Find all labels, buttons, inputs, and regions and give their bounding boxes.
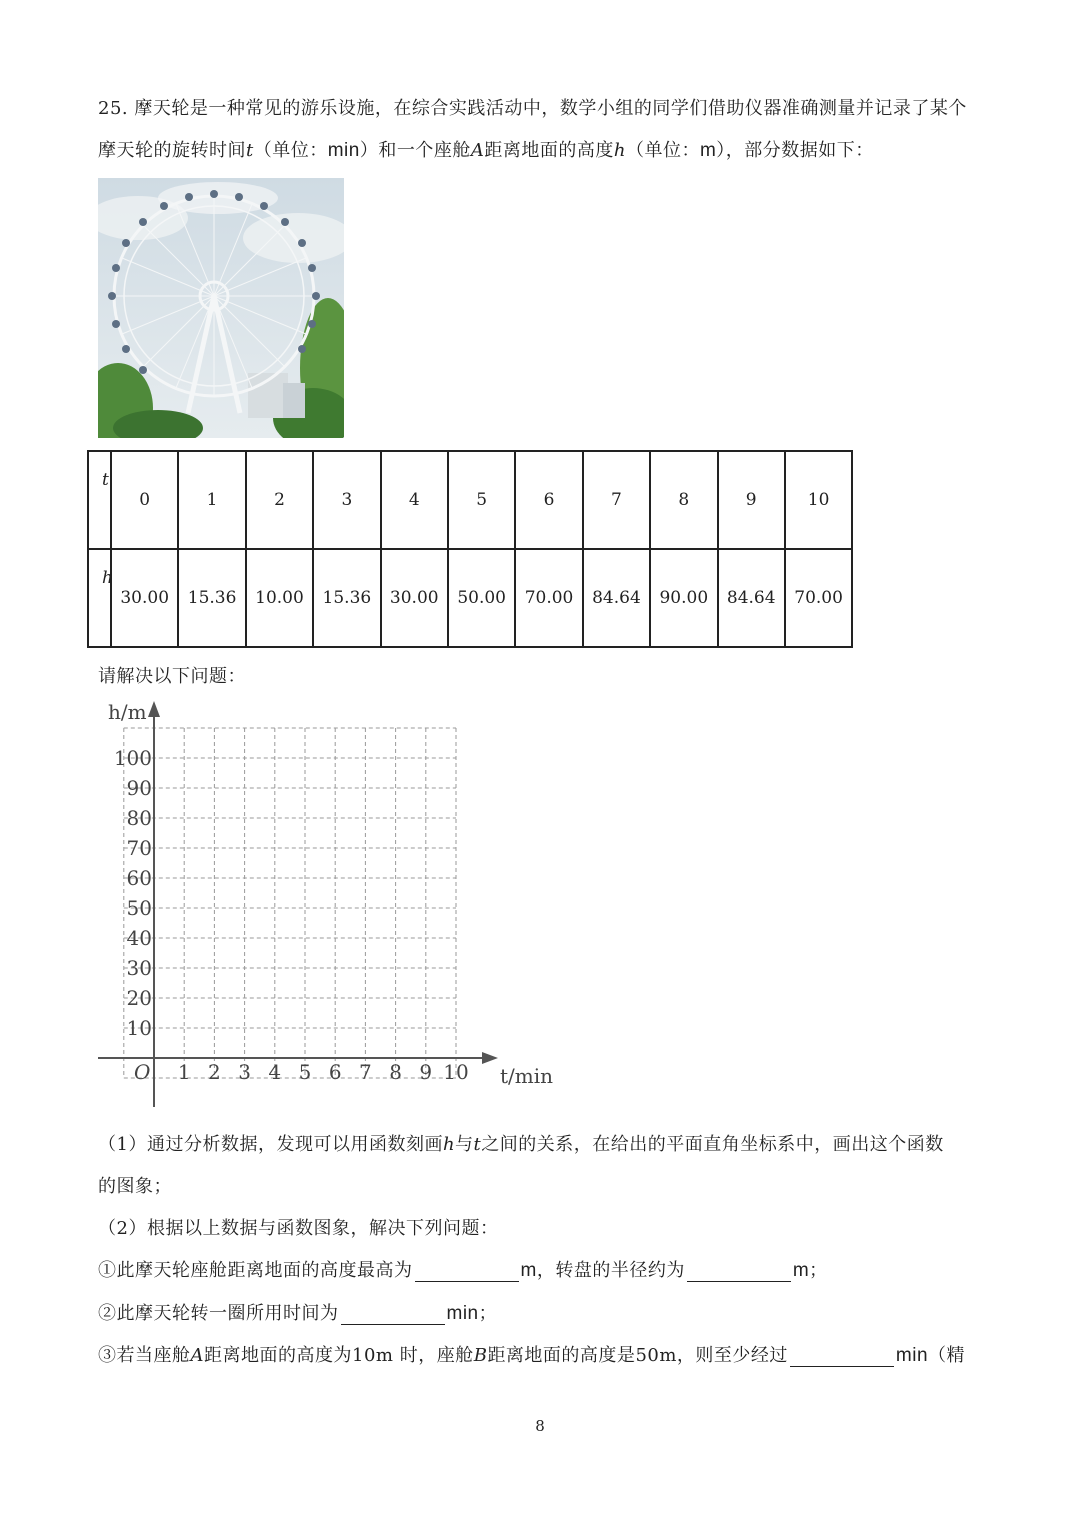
table-cell: 0 — [111, 451, 178, 549]
x-tick-label: 4 — [268, 1060, 282, 1084]
y-axis-label: h/m — [108, 700, 147, 724]
unit: m — [520, 1260, 537, 1281]
question-line-2 — [98, 136, 874, 162]
q1-line — [98, 1256, 828, 1282]
x-tick-label: 7 — [359, 1060, 372, 1084]
table-cell: 70.00 — [515, 549, 582, 647]
table-cell: 15.36 — [313, 549, 380, 647]
value: 50m — [635, 1345, 677, 1366]
unit-min: min — [327, 140, 360, 161]
h-label: h — [102, 568, 113, 588]
text: 摩天轮的旋转时间 — [98, 140, 246, 161]
table-cell: 90.00 — [650, 549, 717, 647]
table-row-t — [88, 451, 852, 549]
var-t: t — [473, 1134, 482, 1155]
y-tick-label: 20 — [126, 986, 152, 1010]
q2-line — [98, 1299, 497, 1325]
text: （单位： — [625, 140, 700, 161]
table-cell: 9 — [718, 451, 785, 549]
data-table — [87, 450, 853, 648]
table-cell: 1 — [178, 451, 245, 549]
x-tick-label: 3 — [238, 1060, 251, 1084]
x-axis-label: t/min — [500, 1064, 554, 1088]
table-cell: 30.00 — [381, 549, 448, 647]
table-cell: 84.64 — [718, 549, 785, 647]
y-tick-label: 60 — [126, 866, 152, 890]
sub1-line1 — [98, 1130, 944, 1156]
table-cell: 8 — [650, 451, 717, 549]
y-tick-label: 100 — [113, 746, 152, 770]
text: 之间的关系，在给出的平面直角坐标系中，画出这个函数 — [481, 1134, 944, 1155]
x-axis-arrow — [482, 1052, 498, 1064]
table-cell: 70.00 — [785, 549, 852, 647]
text: 距离地面的高度是 — [487, 1345, 636, 1366]
x-tick-label: 2 — [208, 1060, 221, 1084]
text: ，转盘的半径约为 — [536, 1260, 685, 1281]
text: ③若当座舱 — [98, 1345, 191, 1366]
y-axis-arrow — [148, 701, 160, 717]
table-cell: 7 — [583, 451, 650, 549]
table-cell: 30.00 — [111, 549, 178, 647]
unit-m: m — [699, 140, 717, 161]
answer-blank-max-height[interactable] — [415, 1263, 519, 1282]
text: 距离地面的高度 — [484, 140, 614, 161]
table-cell: 10 — [785, 451, 852, 549]
text: ）和一个座舱 — [359, 140, 471, 161]
x-tick-label: 9 — [419, 1060, 433, 1084]
sub2-line: （2）根据以上数据与函数图象，解决下列问题： — [98, 1218, 499, 1239]
var-B: B — [473, 1345, 488, 1366]
x-tick-label: 6 — [328, 1060, 342, 1084]
grid-lines — [124, 728, 456, 1078]
ferris-wheel-photo — [98, 178, 344, 438]
var-t: t — [246, 140, 254, 161]
y-tick-label: 40 — [126, 926, 152, 950]
table-cell: 4 — [381, 451, 448, 549]
var-A: A — [190, 1345, 204, 1366]
y-tick-label: 50 — [126, 896, 152, 920]
row-header — [88, 451, 111, 549]
axes — [98, 701, 498, 1107]
text: ； — [809, 1260, 828, 1281]
answer-blank-radius[interactable] — [687, 1263, 791, 1282]
y-tick-label: 70 — [126, 836, 152, 860]
y-tick-label: 90 — [126, 776, 152, 800]
page-number: 8 — [535, 1417, 545, 1435]
text: ，则至少经过 — [676, 1345, 788, 1366]
table-cell: 6 — [515, 451, 582, 549]
var-h: h — [613, 140, 626, 161]
coordinate-grid — [90, 695, 560, 1115]
x-tick-label: 10 — [443, 1060, 469, 1084]
answer-blank-time[interactable] — [790, 1348, 894, 1367]
x-tick-label: 5 — [298, 1060, 312, 1084]
table-row-h — [88, 549, 852, 647]
y-tick-label: 30 — [126, 956, 152, 980]
row-header — [88, 549, 111, 647]
text: ①此摩天轮座舱距离地面的高度最高为 — [98, 1260, 413, 1281]
text: （1）通过分析数据，发现可以用函数刻画 — [98, 1134, 443, 1155]
prompt-text: 请解决以下问题： — [98, 666, 246, 687]
question-line-1: 25. 摩天轮是一种常见的游乐设施，在综合实践活动中，数学小组的同学们借助仪器准确测量并记录了某个 — [98, 98, 967, 119]
table-cell: 50.00 — [448, 549, 515, 647]
unit: m — [792, 1260, 810, 1281]
table-cell: 5 — [448, 451, 515, 549]
text: ），部分数据如下： — [716, 140, 874, 161]
y-tick-label: 80 — [126, 806, 152, 830]
text: ②此摩天轮转一圈所用时间为 — [98, 1303, 339, 1324]
var-h: h — [442, 1134, 456, 1155]
unit: min — [895, 1345, 929, 1366]
origin-label: O — [134, 1060, 151, 1084]
table-cell: 15.36 — [178, 549, 245, 647]
sub1-line2: 的图象； — [98, 1176, 172, 1197]
table-cell: 10.00 — [246, 549, 313, 647]
table-cell: 84.64 — [583, 549, 650, 647]
text: （单位： — [253, 140, 328, 161]
table-cell: 3 — [313, 451, 380, 549]
unit: min — [446, 1303, 479, 1324]
text: 与 — [455, 1134, 474, 1155]
answer-blank-period[interactable] — [341, 1306, 445, 1325]
table-cell: 2 — [246, 451, 313, 549]
q3-line — [98, 1341, 965, 1367]
var-A: A — [470, 140, 485, 161]
text: 距离地面的高度为10m 时，座舱 — [204, 1345, 474, 1366]
text: ； — [478, 1303, 498, 1324]
x-tick-label: 8 — [389, 1060, 402, 1084]
y-tick-label: 10 — [126, 1016, 152, 1040]
text: （精 — [928, 1345, 966, 1366]
t-label: t — [102, 470, 109, 490]
x-tick-label: 1 — [177, 1060, 191, 1084]
